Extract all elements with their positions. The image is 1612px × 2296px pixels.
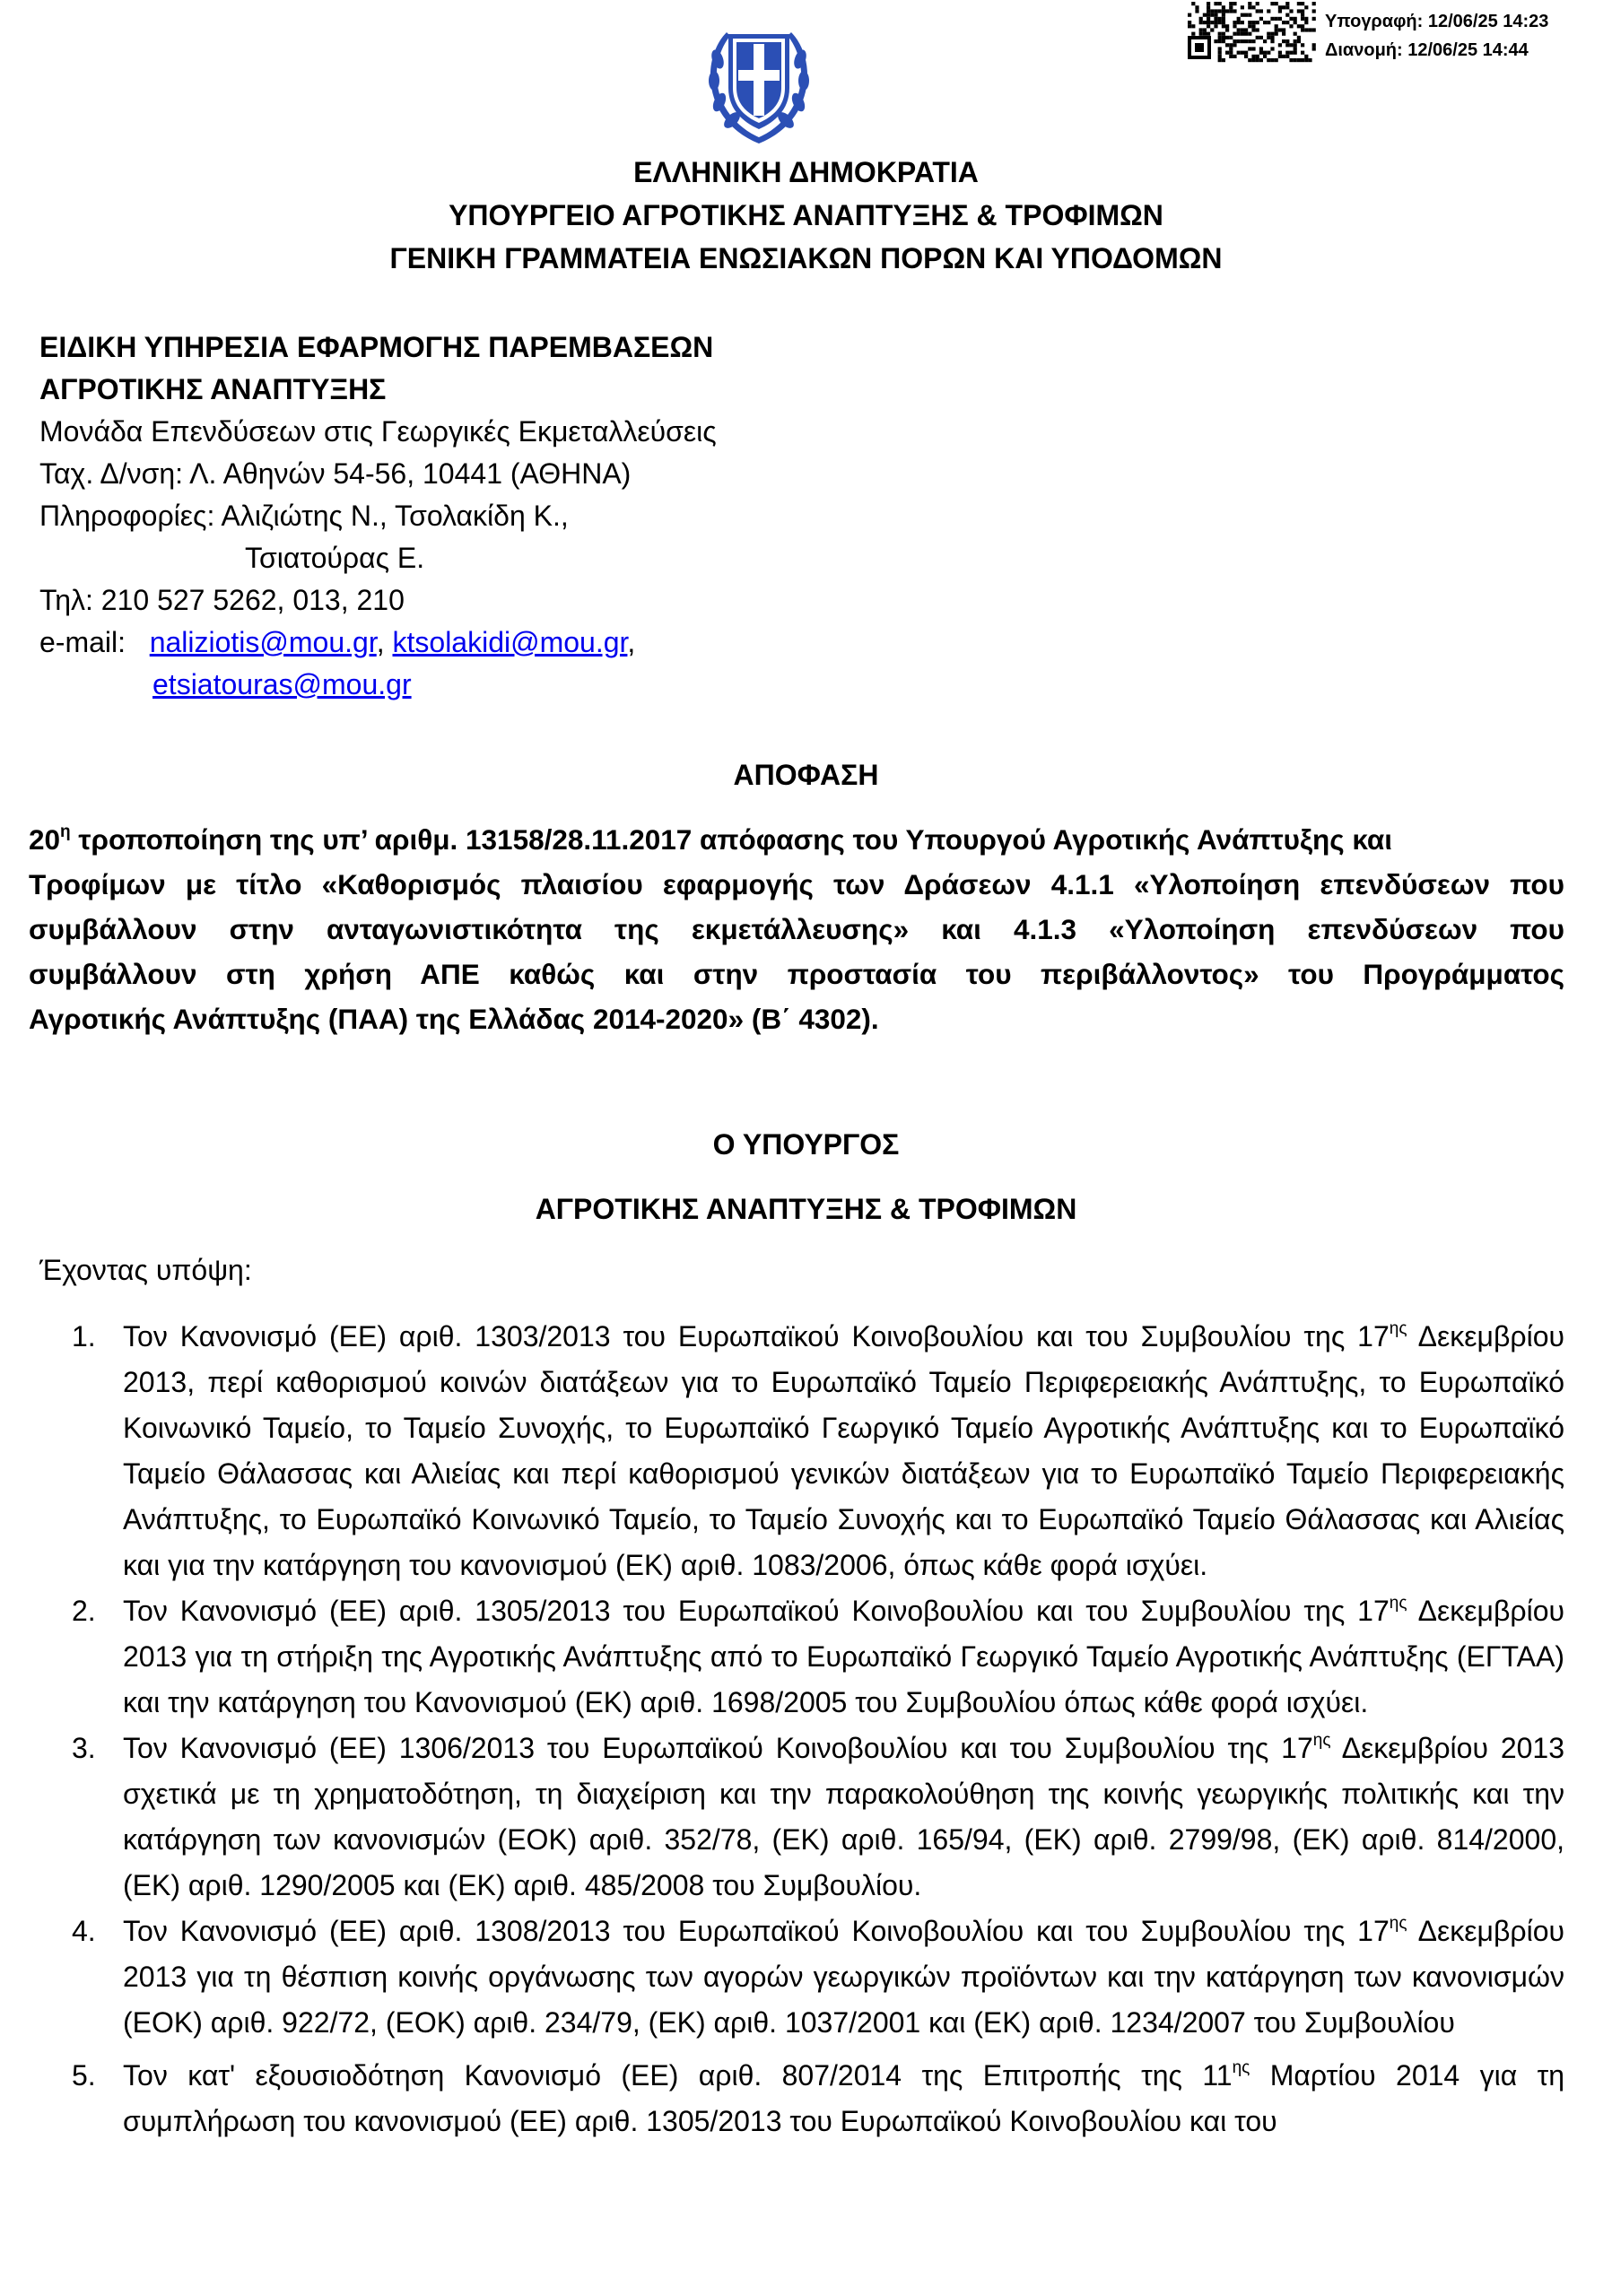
decision-heading: ΑΠΟΦΑΣΗ	[733, 759, 879, 791]
item-number: 5.	[72, 2059, 96, 2092]
list-item: 2. Τον Κανονισμό (ΕΕ) αριθ. 1305/2013 του Ευρωπαϊκού Κοινοβουλίου και του Συμβουλίου της $17^{\eta\varsigma}$ Δεκεμβρίου 2013 για τη στήριξη της Αγροτικής Ανάπτυξης από το Ευρωπαϊκό Γεωργικό Ταμείο Αγροτικής Ανάπτυξης (ΕΓΤΑΑ) και την κατάργηση του Κανονισμού (ΕΚ) αριθ. 1698/2005 του Συμβουλίου όπως κάθε φορά ισχύει.	[72, 1588, 1564, 1726]
unit-name: Μονάδα Επενδύσεων στις Γεωργικές Εκμεταλλεύσεις	[39, 415, 717, 448]
minister-line-1: Ο ΥΠΟΥΡΓΟΣ	[712, 1128, 900, 1161]
item-number: 3.	[72, 1732, 96, 1764]
email-link-3[interactable]: etsiatouras@mou.gr	[152, 668, 412, 700]
title-line-5: Αγροτικής Ανάπτυξης (ΠΑΑ) της Ελλάδας 2014-2020» (Β΄ 4302).	[29, 1003, 879, 1035]
qr-code	[1186, 0, 1317, 63]
contact-persons-cont: Τσιατούρας Ε.	[245, 542, 425, 574]
email-link-1[interactable]: naliziotis@mou.gr	[149, 626, 377, 658]
title-line-3: συμβάλλουν στην ανταγωνιστικότητα της εκμετάλλευσης» και 4.1.3 «Υλοποίηση επενδύσεων που	[29, 913, 1564, 945]
item-number: 1.	[72, 1320, 96, 1352]
list-item: 1. Τον Κανονισμό (ΕΕ) αριθ. 1303/2013 του Ευρωπαϊκού Κοινοβουλίου και του Συμβουλίου της $17^{\eta\varsigma}$ Δεκεμβρίου 2013, περί καθορισμού κοινών διατάξεων για το Ευρωπαϊκό Ταμείο Περιφερειακής Ανάπτυξης, το Ευρωπαϊκό Κοινωνικό Ταμείο, το Ταμείο Συνοχής, το Ευρωπαϊκό Γεωργικό Ταμείο Αγροτικής Ανάπτυξης και το Ευρωπαϊκό Ταμείο Θάλασσας και Αλιείας και περί καθορισμού γενικών διατάξεων για το Ευρωπαϊκό Ταμείο Περιφερειακής Ανάπτυξης, το Ευρωπαϊκό Κοινωνικό Ταμείο, το Ταμείο Συνοχής και το Ευρωπαϊκό Ταμείο Θάλασσας και Αλιείας και για την κατάργηση του κανονισμού (ΕΚ) αριθ. 1083/2006, όπως κάθε φορά ισχύει.	[72, 1314, 1564, 1588]
item-number: 2.	[72, 1595, 96, 1627]
email-line: e-mail: naliziotis@mou.gr, ktsolakidi@mou.gr,	[39, 626, 636, 658]
amendment-ordinal-suffix: η	[60, 822, 71, 841]
postal-address: Ταχ. Δ/νση: Λ. Αθηνών 54-56, 10441 (ΑΘΗΝΑ)	[39, 457, 632, 490]
considering-label: Έχοντας υπόψη:	[39, 1254, 252, 1286]
item-number: 4.	[72, 1915, 96, 1947]
distribution-date: Διανομή: 12/06/25 14:44	[1325, 40, 1529, 60]
signature-date: Υπογραφή: 12/06/25 14:23	[1325, 12, 1549, 31]
phone-number: Τηλ: 210 527 5262, 013, 210	[39, 584, 405, 616]
considerations-list	[72, 1314, 1564, 2144]
header-republic: ΕΛΛΗΝΙΚΗ ΔΗΜΟΚΡΑΤΙΑ	[633, 156, 979, 188]
list-item: 4. Τον Κανονισμό (ΕΕ) αριθ. 1308/2013 του Ευρωπαϊκού Κοινοβουλίου και του Συμβουλίου της $17^{\eta\varsigma}$ Δεκεμβρίου 2013 για τη θέσπιση κοινής οργάνωσης των αγορών γεωργικών προϊόντων και την κατάργηση των κανονισμών (ΕΟΚ) αριθ. 922/72, (ΕΟΚ) αριθ. 234/79, (ΕΚ) αριθ. 1037/2001 και (ΕΚ) αριθ. 1234/2007 του Συμβουλίου	[72, 1909, 1564, 2046]
greek-emblem-icon	[705, 16, 813, 149]
amendment-ordinal: 20	[29, 823, 61, 856]
title-line-1: τροποποίηση της υπ’ αριθμ. 13158/28.11.2017 απόφασης του Υπουργού Αγροτικής Ανάπτυξης και	[78, 823, 1393, 856]
signature-stamp	[1186, 0, 1612, 65]
minister-line-2: ΑΓΡΟΤΙΚΗΣ ΑΝΑΠΤΥΞΗΣ & ΤΡΟΦΙΜΩΝ	[535, 1193, 1077, 1225]
decision-title	[29, 817, 1564, 1041]
title-line-2: Τροφίμων με τίτλο «Καθορισμός πλαισίου εφαρμογής των Δράσεων 4.1.1 «Υλοποίηση επενδύσεων που	[29, 868, 1564, 900]
header-ministry: ΥΠΟΥΡΓΕΙΟ ΑΓΡΟΤΙΚΗΣ ΑΝΑΠΤΥΞΗΣ & ΤΡΟΦΙΜΩΝ	[449, 199, 1163, 231]
header-secretariat: ΓΕΝΙΚΗ ΓΡΑΜΜΑΤΕΙΑ ΕΝΩΣΙΑΚΩΝ ΠΟΡΩΝ ΚΑΙ ΥΠΟΔΟΜΩΝ	[389, 242, 1223, 274]
email-link-2[interactable]: ktsolakidi@mou.gr	[392, 626, 628, 658]
contact-persons: Πληροφορίες: Αλιζιώτης Ν., Τσολακίδη Κ.,	[39, 500, 569, 532]
sender-block	[39, 326, 717, 706]
list-item: 3. Τον Κανονισμό (ΕΕ) 1306/2013 του Ευρωπαϊκού Κοινοβουλίου και του Συμβουλίου της $17^{\eta\varsigma}$ Δεκεμβρίου 2013 σχετικά με τη χρηματοδότηση, τη διαχείριση και την παρακολούθηση της κοινής γεωργικής πολιτικής και την κατάργηση των κανονισμών (ΕΟΚ) αριθ. 352/78, (ΕΚ) αριθ. 165/94, (ΕΚ) αριθ. 2799/98, (ΕΚ) αριθ. 814/2000, (ΕΚ) αριθ. 1290/2005 και (ΕΚ) αριθ. 485/2008 του Συμβουλίου.	[72, 1726, 1564, 1909]
email-line-2	[39, 664, 717, 706]
list-item: 5. Τον κατ' εξουσιοδότηση Κανονισμό (ΕΕ) αριθ. 807/2014 της Επιτροπής της $11^{\eta\varsigma}$ Μαρτίου 2014 για τη συμπλήρωση του κανονισμού (ΕΕ) αριθ. 1305/2013 του Ευρωπαϊκού Κοινοβουλίου και του	[72, 2053, 1564, 2144]
email-label: e-mail:	[39, 626, 126, 658]
service-name-2: ΑΓΡΟΤΙΚΗΣ ΑΝΑΠΤΥΞΗΣ	[39, 373, 387, 405]
service-name-1: ΕΙΔΙΚΗ ΥΠΗΡΕΣΙΑ ΕΦΑΡΜΟΓΗΣ ΠΑΡΕΜΒΑΣΕΩΝ	[39, 331, 714, 363]
title-line-4: συμβάλλουν στη χρήση ΑΠΕ καθώς και στην προστασία του περιβάλλοντος» του Προγράμματος	[29, 958, 1564, 990]
